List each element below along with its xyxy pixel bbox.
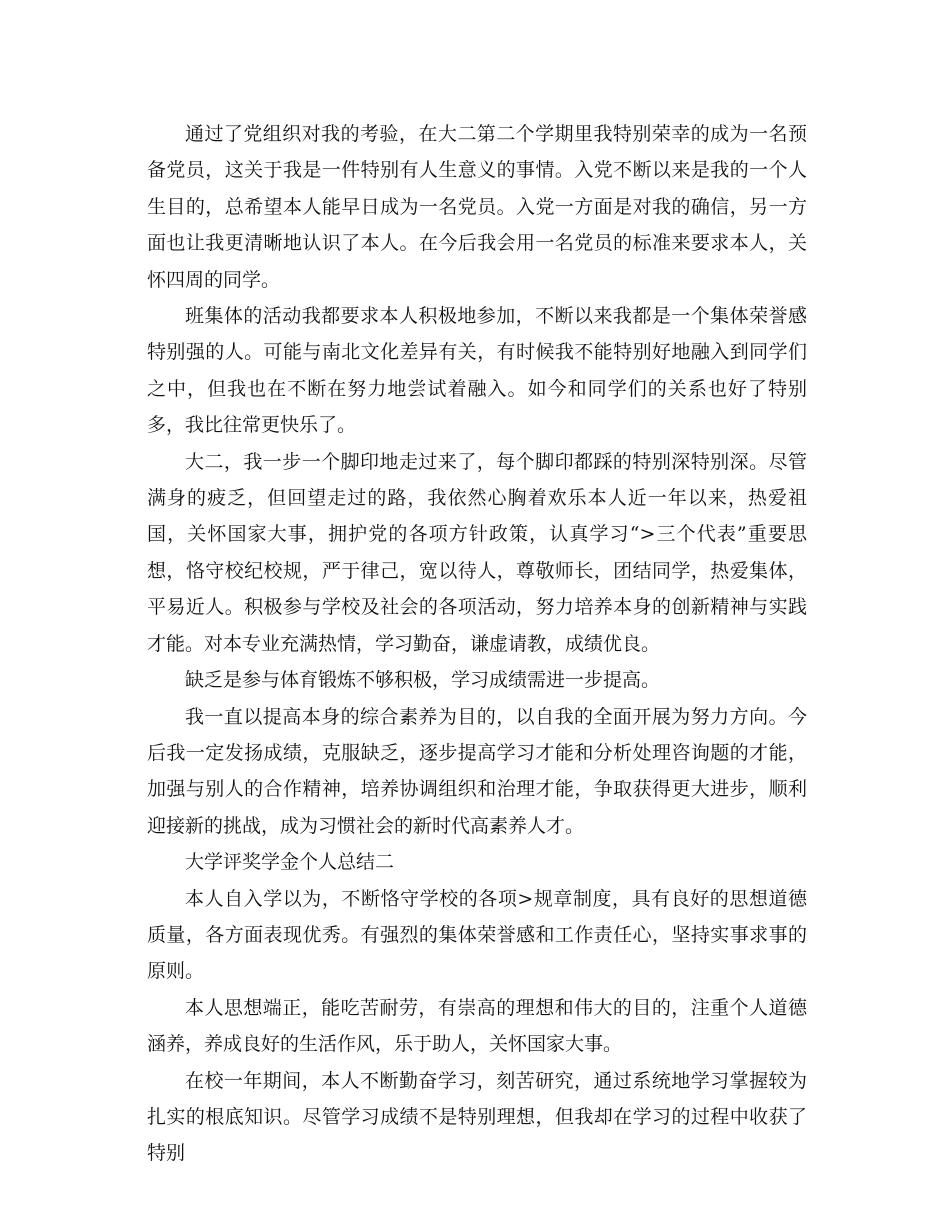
paragraph: 我一直以提高本身的综合素养为目的，以自我的全面开展为努力方向。今后我一定发扬成绩，克服缺乏，逐步提高学习才能和分析处理咨询题的才能，加强与别人的合作精神，培养协调组织和治理才能，争取获得更大进步，顺利迎接新的挑战，成为习惯社会的新时代高素养人才。 xyxy=(147,705,807,837)
paragraph: 缺乏是参与体育锻炼不够积极，学习成绩需进一步提高。 xyxy=(185,669,661,692)
paragraph: 本人思想端正，能吃苦耐劳，有崇高的理想和伟大的目的，注重个人道德涵养，养成良好的生活作风，乐于助人，关怀国家大事。 xyxy=(147,996,807,1056)
paragraph: 大二，我一步一个脚印地走过来了，每个脚印都踩的特别深特别深。尽管满身的疲乏，但回望走过的路，我依然心胸着欢乐本人近一年以来，热爱祖国，关怀国家大事，拥护党的各项方针政策，认真学习“>三个代表”重要思想，恪守校纪校规，严于律己，宽以待人，尊敬师长，团结同学，热爱集体，平易近人。积极参与学校及社会的各项活动，努力培养本身的创新精神与实践才能。对本专业充满热情，学习勤奋，谦虚请教，成绩优良。 xyxy=(147,450,807,655)
paragraph: 在校一年期间，本人不断勤奋学习，刻苦研究，通过系统地学习掌握较为扎实的根底知识。尽管学习成绩不是特别理想，但我却在学习的过程中收获了特别 xyxy=(147,1069,807,1165)
paragraph: 班集体的活动我都要求本人积极地参加，不断以来我都是一个集体荣誉感特别强的人。可能与南北文化差异有关，有时候我不能特别好地融入到同学们之中，但我也在不断在努力地尝试着融入。如今和同学们的关系也好了特别多，我比往常更快乐了。 xyxy=(147,305,807,437)
document-body xyxy=(147,116,807,1172)
paragraph: 本人自入学以为，不断恪守学校的各项>规章制度，具有良好的思想道德质量，各方面表现优秀。有强烈的集体荣誉感和工作责任心，坚持实事求事的原则。 xyxy=(147,887,807,983)
paragraph: 通过了党组织对我的考验，在大二第二个学期里我特别荣幸的成为一名预备党员，这关于我是一件特别有人生意义的事情。入党不断以来是我的一个人生目的，总希望本人能早日成为一名党员。入党一方面是对我的确信，另一方面也让我更清晰地认识了本人。在今后我会用一名党员的标准来要求本人，关怀四周的同学。 xyxy=(147,123,807,291)
section-heading: 大学评奖学金个人总结二 xyxy=(185,851,395,874)
